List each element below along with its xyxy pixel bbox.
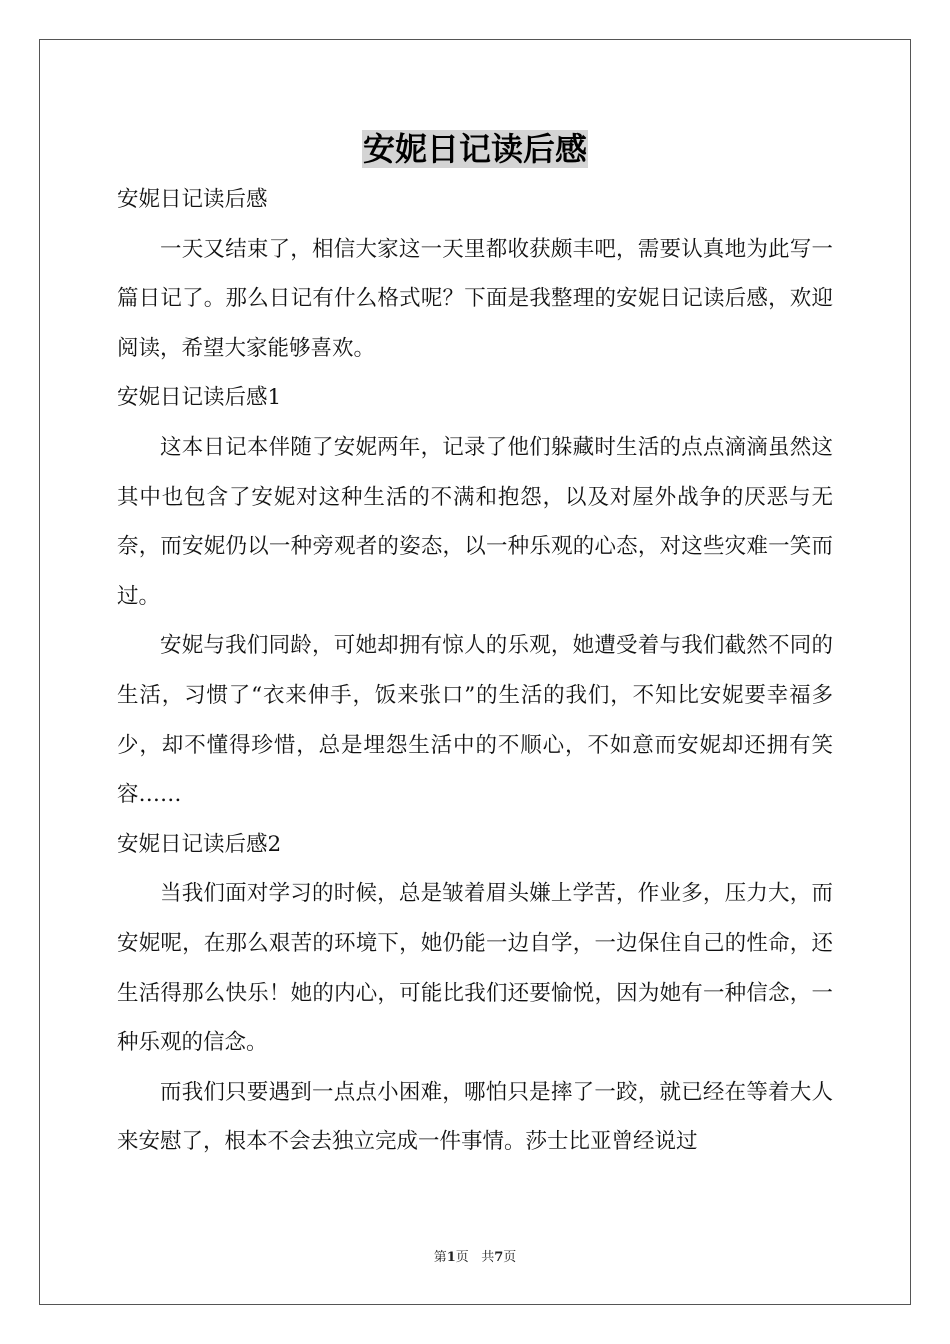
document-title [0,128,950,170]
body-paragraph: 当我们面对学习的时候，总是皱着眉头嫌上学苦，作业多，压力大，而安妮呢，在那么艰苦的环境下，她仍能一边自学，一边保住自己的性命，还生活得那么快乐！她的内心，可能比我们还要愉悦，因为她有一种信念，一种乐观的信念。 [117,881,833,1056]
document-title-text: 安妮日记读后感 [362,130,587,168]
section-heading: 安妮日记读后感 [117,187,268,212]
body-paragraph: 一天又结束了，相信大家这一天里都收获颇丰吧，需要认真地为此写一篇日记了。那么日记有什么格式呢？下面是我整理的安妮日记读后感，欢迎阅读，希望大家能够喜欢。 [117,236,833,361]
section-heading: 安妮日记读后感1 [117,385,282,411]
body-paragraph: 这本日记本伴随了安妮两年，记录了他们躲藏时生活的点点滴滴虽然这其中也包含了安妮对这种生活的不满和抱怨，以及对屋外战争的厌恶与无奈，而安妮仍以一种旁观者的姿态，以一种乐观的心态，对这些灾难一笑而过。 [117,434,833,609]
total-label-suffix: 页 [503,1250,517,1265]
page-label-prefix: 第 [433,1250,447,1265]
total-label-prefix: 共 [481,1250,495,1265]
page-footer [0,1246,950,1265]
section-heading: 安妮日记读后感2 [117,831,282,857]
body-paragraph: 而我们只要遇到一点点小困难，哪怕只是摔了一跤，就已经在等着大人来安慰了，根本不会去独立完成一件事情。莎士比亚曾经说过 [117,1079,833,1155]
page-label-suffix: 页 [455,1250,469,1265]
page-number: 1 [446,1250,456,1265]
total-pages: 7 [494,1250,504,1265]
body-paragraph: 安妮与我们同龄，可她却拥有惊人的乐观，她遭受着与我们截然不同的生活，习惯了“衣来伸手，饭来张口”的生活的我们，不知比安妮要幸福多少，却不懂得珍惜，总是埋怨生活中的不顺心，不如意而安妮却还拥有笑容…… [117,633,833,808]
document-body [117,175,833,1167]
